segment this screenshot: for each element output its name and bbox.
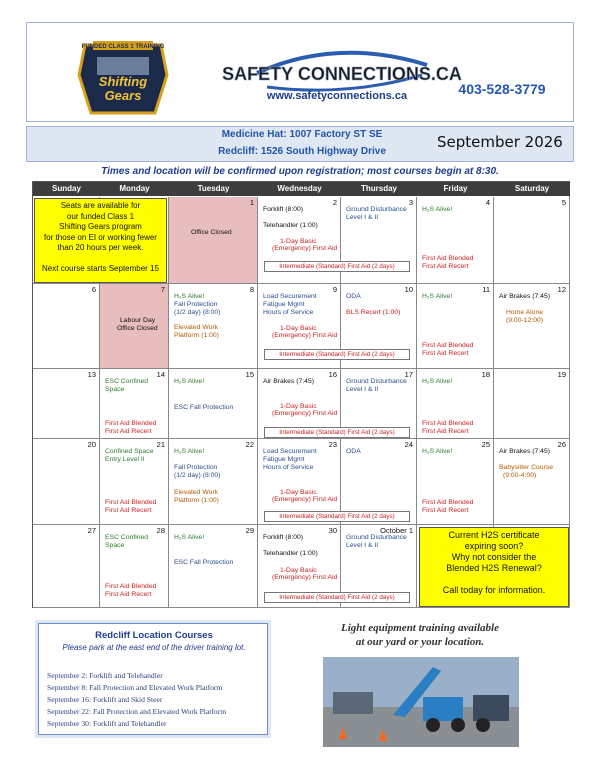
day-number: 23 bbox=[328, 440, 337, 449]
redcliff-item: September 16: Forklift and Skid Steer bbox=[47, 695, 163, 704]
day-cell[interactable] bbox=[494, 197, 570, 284]
course-entry: (9:00-12:00) bbox=[506, 317, 544, 324]
day-cell[interactable] bbox=[417, 197, 494, 284]
day-number: 2 bbox=[332, 198, 337, 207]
course-entry: Babysitter Course bbox=[499, 464, 554, 471]
course-entry: Ground Disturbance bbox=[346, 534, 407, 541]
course-entry: ESC Confined bbox=[105, 534, 149, 541]
promo-line: Shifting Gears program bbox=[59, 222, 142, 231]
course-entry: H₂S Alive! bbox=[174, 378, 205, 385]
promo-line: Why not consider the bbox=[451, 552, 537, 562]
day-number: 19 bbox=[557, 370, 566, 379]
course-entry: Load Securement bbox=[263, 293, 317, 300]
day-number: 24 bbox=[404, 440, 413, 449]
website-url[interactable]: www.safetyconnections.ca bbox=[266, 90, 408, 102]
day-number: 10 bbox=[404, 285, 413, 294]
day-cell[interactable] bbox=[100, 369, 169, 439]
course-entry: BLS Recert (1:00) bbox=[346, 309, 401, 316]
day-cell[interactable] bbox=[494, 369, 570, 439]
day-cell[interactable] bbox=[169, 525, 258, 608]
course-entry: Air Brakes (7:45) bbox=[499, 293, 550, 300]
promo-line: Next course starts September 15 bbox=[42, 264, 159, 273]
promo-line: Current H2S certificate bbox=[448, 530, 540, 540]
course-entry: 1-Day Basic bbox=[280, 489, 317, 496]
day-header: Sunday bbox=[33, 182, 100, 196]
promo-line bbox=[35, 254, 166, 265]
course-entry: Telehandler (1:00) bbox=[263, 222, 318, 229]
promo-line: for those on EI or working fewer bbox=[44, 232, 157, 242]
course-entry: ESC Confined bbox=[105, 378, 149, 385]
promo-line: Blended H2S Renewal? bbox=[446, 563, 542, 573]
svg-text:Gears: Gears bbox=[104, 88, 142, 103]
day-cell[interactable] bbox=[169, 284, 258, 369]
day-cell[interactable] bbox=[169, 197, 258, 284]
day-cell[interactable] bbox=[33, 439, 100, 525]
shifting-gears-logo bbox=[75, 31, 171, 119]
promo-line: expiring soon? bbox=[464, 541, 524, 551]
light-equipment-caption bbox=[318, 621, 522, 649]
course-entry: Ground Disturbance bbox=[346, 206, 407, 213]
course-entry: Forklift (8:00) bbox=[263, 206, 304, 213]
promo-line: our funded Class 1 bbox=[66, 211, 135, 221]
day-number: 5 bbox=[561, 198, 566, 207]
day-number: 9 bbox=[332, 285, 337, 294]
course-entry: Air Brakes (7:45) bbox=[263, 378, 314, 385]
course-entry: Office Closed bbox=[191, 229, 232, 236]
light-equipment-line: at our yard or your location. bbox=[355, 636, 485, 648]
course-entry: (9:00-4:00) bbox=[503, 472, 537, 479]
course-entry: Elevated Work bbox=[174, 489, 219, 496]
promo-line: Seats are available for bbox=[60, 201, 141, 210]
day-cell[interactable] bbox=[100, 439, 169, 525]
course-entry: First Aid Recert bbox=[422, 263, 469, 270]
intermediate-first-aid-span: Intermediate (Standard) First Aid (2 days) bbox=[264, 592, 410, 603]
day-number: 25 bbox=[481, 440, 490, 449]
day-number: 28 bbox=[156, 526, 165, 535]
day-number: 27 bbox=[87, 526, 96, 535]
course-entry: Level I & II bbox=[346, 214, 379, 221]
svg-text:FUNDED CLASS 1 TRAINING: FUNDED CLASS 1 TRAINING bbox=[81, 44, 165, 50]
course-entry: 1-Day Basic bbox=[280, 567, 317, 574]
course-entry: (Emergency) First Aid bbox=[272, 574, 338, 581]
day-number: 29 bbox=[245, 526, 254, 535]
course-entry: Fatigue Mgmt bbox=[263, 301, 305, 308]
day-cell[interactable] bbox=[494, 284, 570, 369]
course-entry: H₂S Alive! bbox=[422, 206, 453, 213]
course-entry: Level I & II bbox=[346, 542, 379, 549]
course-entry: H₂S Alive! bbox=[422, 378, 453, 385]
day-number: 11 bbox=[482, 285, 490, 294]
course-entry: Platform (1:00) bbox=[174, 332, 219, 339]
day-number: 26 bbox=[557, 440, 566, 449]
course-entry: Confined Space bbox=[105, 448, 154, 455]
intermediate-first-aid-span: Intermediate (Standard) First Aid (2 days) bbox=[264, 261, 410, 272]
day-number: 4 bbox=[485, 198, 490, 207]
day-number: 15 bbox=[245, 370, 254, 379]
course-entry: (Emergency) First Aid bbox=[272, 410, 338, 417]
course-entry: First Aid Recert bbox=[105, 428, 152, 435]
course-entry: First Aid Recert bbox=[422, 350, 469, 357]
day-header: Tuesday bbox=[169, 182, 258, 196]
day-number: 12 bbox=[557, 285, 566, 294]
course-entry: First Aid Blended bbox=[105, 499, 157, 506]
course-entry: Home Alone bbox=[506, 309, 544, 316]
course-entry: Telehandler (1:00) bbox=[263, 550, 318, 557]
course-entry: First Aid Recert bbox=[105, 507, 152, 514]
course-entry: (Emergency) First Aid bbox=[272, 332, 338, 339]
course-entry: Load Securement bbox=[263, 448, 317, 455]
course-entry: Hours of Service bbox=[263, 309, 314, 316]
course-entry: Labour Day bbox=[120, 317, 156, 324]
day-cell[interactable] bbox=[417, 369, 494, 439]
day-cell[interactable] bbox=[33, 369, 100, 439]
day-number: 18 bbox=[481, 370, 490, 379]
course-entry: H₂S Alive! bbox=[174, 534, 205, 541]
course-entry: Ground Disturbance bbox=[346, 378, 407, 385]
course-entry: 1-Day Basic bbox=[280, 325, 317, 332]
course-entry: First Aid Blended bbox=[422, 255, 474, 262]
redcliff-item: September 8: Fall Protection and Elevated Work Platform bbox=[47, 683, 223, 692]
day-cell[interactable] bbox=[100, 284, 169, 369]
day-number: 1 bbox=[249, 198, 254, 207]
course-entry: H₂S Alive! bbox=[422, 293, 453, 300]
course-entry: First Aid Blended bbox=[105, 583, 157, 590]
promo-line bbox=[420, 574, 568, 585]
medicine-hat-address: Medicine Hat: 1007 Factory ST SE bbox=[221, 129, 383, 140]
redcliff-address: Redcliff: 1526 South Highway Drive bbox=[218, 146, 386, 157]
course-entry: H₂S Alive! bbox=[174, 293, 205, 300]
course-entry: First Aid Recert bbox=[105, 591, 152, 598]
course-entry: Space bbox=[105, 542, 125, 549]
intermediate-first-aid-span: Intermediate (Standard) First Aid (2 days) bbox=[264, 349, 410, 360]
address-bar bbox=[26, 126, 574, 162]
h2s-promo-box bbox=[419, 527, 569, 607]
light-equipment-line: Light equipment training available bbox=[341, 622, 499, 634]
day-cell[interactable] bbox=[417, 439, 494, 525]
day-number: October 1 bbox=[380, 526, 413, 535]
course-entry: First Aid Recert bbox=[422, 507, 469, 514]
redcliff-item: September 2: Forklift and Telehandler bbox=[47, 671, 163, 680]
course-entry: H₂S Alive! bbox=[422, 448, 453, 455]
equipment-yard-photo bbox=[323, 657, 519, 747]
course-entry: (Emergency) First Aid bbox=[272, 496, 338, 503]
course-entry: (1/2 day) (8:00) bbox=[174, 309, 221, 316]
day-number: 6 bbox=[91, 285, 96, 294]
intermediate-first-aid-span: Intermediate (Standard) First Aid (2 days) bbox=[264, 511, 410, 522]
course-entry: ESC Fall Protection bbox=[174, 404, 234, 411]
intermediate-first-aid-span: Intermediate (Standard) First Aid (2 days) bbox=[264, 427, 410, 438]
course-entry: Fatigue Mgmt bbox=[263, 456, 305, 463]
day-number: 7 bbox=[160, 285, 165, 294]
course-entry: 1-Day Basic bbox=[280, 238, 317, 245]
day-number: 16 bbox=[328, 370, 337, 379]
schedule-notice: Times and location will be confirmed upon registration; most courses begin at 8:30. bbox=[101, 166, 499, 177]
day-cell[interactable] bbox=[169, 369, 258, 439]
phone-number[interactable]: 403-528-3779 bbox=[458, 81, 546, 97]
day-number: 8 bbox=[249, 285, 254, 294]
redcliff-item: September 22: Fall Protection and Elevated Work Platform bbox=[47, 707, 227, 716]
course-entry: Forklift (8:00) bbox=[263, 534, 304, 541]
day-cell[interactable] bbox=[100, 525, 169, 608]
course-entry: (1/2 day) (8:00) bbox=[174, 472, 221, 479]
day-number: 22 bbox=[245, 440, 254, 449]
class1-promo-box bbox=[34, 198, 167, 283]
course-entry: First Aid Recert bbox=[422, 428, 469, 435]
redcliff-courses-box bbox=[38, 623, 268, 735]
day-cell[interactable] bbox=[33, 284, 100, 369]
day-cell[interactable] bbox=[169, 439, 258, 525]
course-entry: Hours of Service bbox=[263, 464, 314, 471]
day-number: 3 bbox=[408, 198, 413, 207]
course-entry: Fall Protection bbox=[174, 301, 218, 308]
day-header: Monday bbox=[100, 182, 169, 196]
course-entry: ESC Fall Protection bbox=[174, 559, 234, 566]
svg-text:Shifting: Shifting bbox=[98, 74, 148, 89]
day-number: 20 bbox=[87, 440, 96, 449]
day-number: 17 bbox=[404, 370, 413, 379]
redcliff-item: September 30: Forklift and Telehandler bbox=[47, 719, 167, 728]
course-entry: Fall Protection bbox=[174, 464, 218, 471]
day-number: 13 bbox=[87, 370, 96, 379]
course-entry: First Aid Blended bbox=[422, 499, 474, 506]
promo-line: than 20 hours per week. bbox=[57, 243, 144, 252]
redcliff-subtitle: Please park at the east end of the driver training lot. bbox=[62, 643, 246, 652]
course-entry: First Aid Blended bbox=[422, 342, 474, 349]
day-header: Saturday bbox=[494, 182, 570, 196]
course-entry: Air Brakes (7:45) bbox=[499, 448, 550, 455]
course-entry: ODA bbox=[346, 448, 361, 455]
redcliff-title: Redcliff Location Courses bbox=[95, 630, 213, 641]
course-entry: Office Closed bbox=[117, 325, 158, 332]
day-cell[interactable] bbox=[494, 439, 570, 525]
day-number: 21 bbox=[156, 440, 165, 449]
course-entry: First Aid Blended bbox=[105, 420, 157, 427]
course-entry: 1-Day Basic bbox=[280, 403, 317, 410]
course-entry: H₂S Alive! bbox=[174, 448, 205, 455]
day-header: Thursday bbox=[341, 182, 417, 196]
day-header: Wednesday bbox=[258, 182, 341, 196]
course-entry: (Emergency) First Aid bbox=[272, 245, 338, 252]
course-entry: First Aid Blended bbox=[422, 420, 474, 427]
course-entry: Entry Level II bbox=[105, 456, 145, 463]
header-banner bbox=[26, 22, 574, 122]
day-cell[interactable] bbox=[417, 284, 494, 369]
day-cell[interactable] bbox=[33, 525, 100, 608]
promo-line: Call today for information. bbox=[442, 585, 546, 595]
day-number: 30 bbox=[328, 526, 337, 535]
course-entry: Elevated Work bbox=[174, 324, 219, 331]
day-header: Friday bbox=[417, 182, 494, 196]
course-entry: Level I & II bbox=[346, 386, 379, 393]
course-entry: ODA bbox=[346, 293, 361, 300]
day-number: 14 bbox=[156, 370, 165, 379]
month-title: September 2026 bbox=[437, 133, 563, 151]
calendar-grid bbox=[32, 181, 570, 608]
course-entry: Platform (1:00) bbox=[174, 497, 219, 504]
course-entry: Space bbox=[105, 386, 125, 393]
svg-text:SAFETY CONNECTIONS.CA: SAFETY CONNECTIONS.CA bbox=[222, 64, 462, 84]
